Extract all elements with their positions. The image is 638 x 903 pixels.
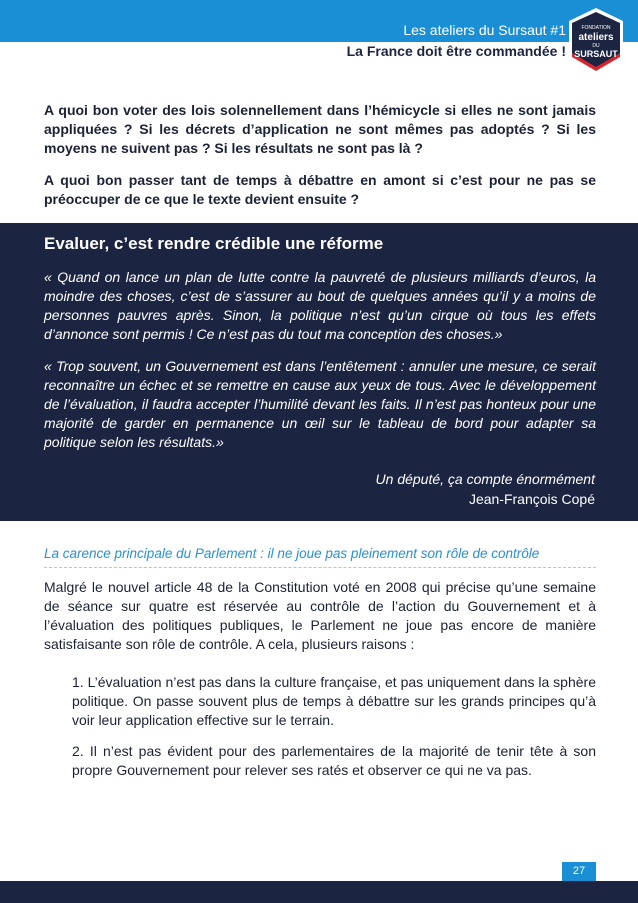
panel-title: Evaluer, c’est rendre crédible une réforme bbox=[44, 234, 384, 253]
quote-author: Jean-François Copé bbox=[468, 491, 595, 507]
quote-2: « Trop souvent, un Gouvernement est dans l’entêtement : annuler une mesure, ce serait reconnaître un échec et se remettre en cause aux yeux de tous. Avec le développement de l’évaluation, il faudra accepter l’humilité devant les faits. Il n’est pas honteux pour une majorité de garder en permanence un œil sur le tableau de bord pour adapter sa politique selon les résultats.» bbox=[44, 358, 596, 450]
ateliers-sursaut-logo bbox=[565, 6, 627, 76]
logo-text-top: FONDATION bbox=[581, 25, 611, 31]
quote-1: « Quand on lance un plan de lutte contre la pauvreté de plusieurs milliards d’euros, la moindre des choses, c’est de s’assurer au bout de quelques années qu’il y a moins de personnes pauvres après. Sinon, la politique n’est qu’un cirque où tous les effets d’annonce sont permis ! Ce n’est pas du tout ma conception des choses.» bbox=[44, 269, 596, 342]
footer-band bbox=[0, 881, 638, 903]
intro-paragraph-2: A quoi bon passer tant de temps à débattre en amont si c’est pour ne pas se préoccuper de ce que le texte devient ensuite ? bbox=[44, 172, 596, 207]
list-item: 1. L’évaluation n’est pas dans la culture française, et pas uniquement dans la sphère politique. On passe souvent plus de temps à débattre sur les grands principes qu’à voir leur application effective sur le terrain. bbox=[72, 674, 596, 728]
list-item: 2. Il n’est pas évident pour des parlementaires de la majorité de tenir tête à son propre Gouvernement pour relever ses ratés et observer ce qui ne va pas. bbox=[72, 743, 596, 778]
page-number: 27 bbox=[562, 862, 596, 881]
body-paragraph: Malgré le nouvel article 48 de la Constitution voté en 2008 qui précise qu’une semaine de séance sur quatre est réservée au contrôle de l’action du Gouvernement et à l’évaluation des politiques publiques, le Parlement ne joue pas encore de manière satisfaisante son rôle de contrôle. A cela, plusieurs raisons : bbox=[44, 579, 596, 652]
header-series: Les ateliers du Sursaut #1 bbox=[403, 22, 566, 38]
header-title: La France doit être commandée ! bbox=[346, 43, 566, 59]
logo-text-main2: SURSAUT bbox=[574, 49, 618, 59]
section-divider bbox=[44, 567, 596, 569]
quote-panel bbox=[0, 223, 638, 521]
intro-text bbox=[44, 101, 596, 222]
quote-source: Un député, ça compte énormément bbox=[375, 471, 595, 487]
logo-text-main1: ateliers bbox=[578, 32, 614, 43]
logo-text-mid: DU bbox=[592, 43, 600, 49]
section-heading: La carence principale du Parlement : il ne joue pas pleinement son rôle de contrôle bbox=[44, 546, 540, 561]
intro-paragraph-1: A quoi bon voter des lois solennellement dans l’hémicycle si elles ne sont jamais appliquées ? Si les décrets d’application ne sont mêmes pas adoptés ? Si les moyens ne suivent pas ? Si les résultats ne sont pas là ? bbox=[44, 102, 596, 156]
